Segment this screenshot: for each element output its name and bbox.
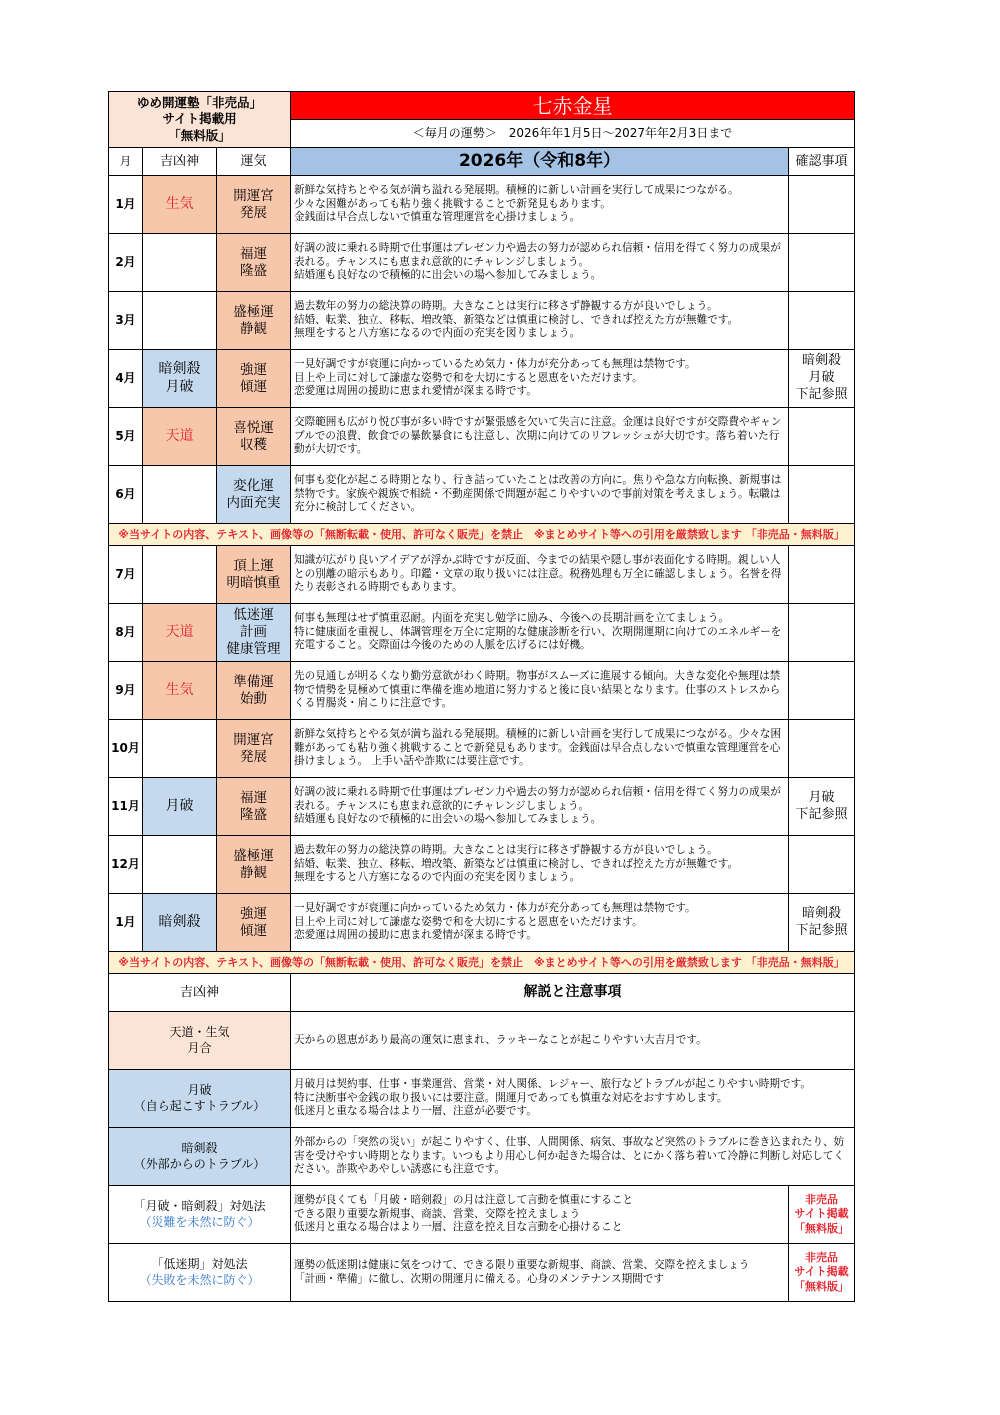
- month-cell: 10月: [109, 720, 143, 778]
- col-header-unki: 運気: [217, 148, 291, 176]
- col-header-confirm: 確認事項: [789, 148, 855, 176]
- month-cell: 2月: [109, 234, 143, 292]
- month-row: [109, 894, 855, 952]
- fortune-description: 過去数年の努力の総決算の時期。大きなことは実行に移さず静観する方が良いでしょう。 結婚、転業、独立、移転、増改築、新築などは慎重に検討し、できれば控えた方が無難です。 無理をすると八方塞になるので内面の充実を図りましょう。: [291, 836, 789, 894]
- fortune-description: 過去数年の努力の総決算の時期。大きなことは実行に移さず静観する方が良いでしょう。 結婚、転業、独立、移転、増改築、新築などは慎重に検討し、できれば控えた方が無難です。 無理をすると八方塞になるので内面の充実を図りましょう。: [291, 292, 789, 350]
- fortune-description: 好調の波に乗れる時期で仕事運はプレゼン力や過去の努力が認められ信頼・信用を得てく努力の成果が表れる。チャンスにも恵まれ意欲的にチャレンジしましょう。 結婚運も良好なので積極的に出会いの場へ参加してみましょう。: [291, 234, 789, 292]
- month-cell: 4月: [109, 350, 143, 408]
- confirm-cell: [789, 408, 855, 466]
- unki-cell: 強運 傾運: [217, 894, 291, 952]
- legend-row: [109, 1186, 855, 1244]
- month-cell: 1月: [109, 894, 143, 952]
- col-header-month: 月: [109, 148, 143, 176]
- legend-name: 天道・生気 月合: [169, 1024, 230, 1055]
- legend-row: [109, 1070, 855, 1128]
- unki-cell: 盛極運 静観: [217, 836, 291, 894]
- confirm-cell: 暗剣殺 下記参照: [789, 894, 855, 952]
- month-cell: 12月: [109, 836, 143, 894]
- unki-cell: 頂上運 明暗慎重: [217, 546, 291, 604]
- kichikyo-cell: 天道: [143, 604, 217, 662]
- month-row: [109, 408, 855, 466]
- month-cell: 6月: [109, 466, 143, 524]
- month-row: [109, 292, 855, 350]
- fortune-description: 新鮮な気持ちとやる気が満ち溢れる発展期。積極的に新しい計画を実行して成果につながる。 少々な困難があっても粘り強く挑戦することで新発見もあります。 金銭面は早合点しないで慎重な管理運営を心掛けましょう。: [291, 176, 789, 234]
- fortune-description: 知識が広がり良いアイデアが浮かぶ時ですが反面、今までの結果や隠し事が表面化する時期。親しい人との別離の暗示もあり。印鑑・文章の取り扱いには注意。税務処理も万全に確認しましょう。名誉を得たり表彰される時期でもあります。: [291, 546, 789, 604]
- legend-sub: （災難を未然に防ぐ）: [139, 1214, 260, 1229]
- legend-description: 天からの恩恵があり最高の運気に恵まれ、ラッキーなことが起こりやすい大吉月です。: [291, 1012, 855, 1070]
- month-cell: 8月: [109, 604, 143, 662]
- confirm-cell: [789, 604, 855, 662]
- unki-cell: 変化運 内面充実: [217, 466, 291, 524]
- page-title: 七赤金星: [291, 92, 855, 120]
- month-cell: 3月: [109, 292, 143, 350]
- unki-cell: 福運 隆盛: [217, 234, 291, 292]
- not-for-sale-badge: 非売品 サイト掲載 「無料版」: [789, 1244, 855, 1302]
- legend-name-cell: [109, 1186, 291, 1244]
- copyright-notice: ※当サイトの内容、テキスト、画像等の「無断転載・使用、許可なく販売」を禁止 ※まとめサイト等への引用を厳禁致します 「非売品・無料版」: [109, 524, 855, 546]
- copyright-notice: ※当サイトの内容、テキスト、画像等の「無断転載・使用、許可なく販売」を禁止 ※まとめサイト等への引用を厳禁致します 「非売品・無料版」: [109, 952, 855, 974]
- kichikyo-cell: 月破: [143, 778, 217, 836]
- month-cell: 7月: [109, 546, 143, 604]
- legend-sub: （自ら起こすトラブル）: [133, 1098, 266, 1113]
- fortune-description: 交際範囲も広がり悦び事が多い時ですが緊張感を欠いて失言に注意。金運は良好ですが交際費やギャンブルでの浪費、飲食での暴飲暴食にも注意し、次期に向けてのリフレッシュが大切です。落ち着いた行動が大切です。: [291, 408, 789, 466]
- legend-name-cell: [109, 1128, 291, 1186]
- confirm-cell: 暗剣殺 月破 下記参照: [789, 350, 855, 408]
- month-row: [109, 662, 855, 720]
- month-row: [109, 350, 855, 408]
- legend-header-desc: 解説と注意事項: [291, 974, 855, 1012]
- month-cell: 5月: [109, 408, 143, 466]
- fortune-sheet: [108, 91, 854, 1302]
- kichikyo-cell: [143, 836, 217, 894]
- fortune-description: 何事も変化が起こる時期となり、行き詰っていたことは改善の方向に。焦りや急な方向転換、新規事は禁物です。家族や親族で相続・不動産関係で問題が起こりやすいので事前対策を考えましょう。転職は充分に検討してください。: [291, 466, 789, 524]
- unki-cell: 福運 隆盛: [217, 778, 291, 836]
- kichikyo-cell: 天道: [143, 408, 217, 466]
- kichikyo-cell: [143, 720, 217, 778]
- legend-name-cell: [109, 1070, 291, 1128]
- legend-name-cell: [109, 1012, 291, 1070]
- month-row: [109, 234, 855, 292]
- fortune-description: 一見好調ですが衰運に向かっているため気力・体力が充分あっても無理は禁物です。 目上や上司に対して謙虚な姿勢で和を大切にすると恩恵をいただけます。 恋愛運は周囲の援助に恵まれ愛情が深まる時です。: [291, 894, 789, 952]
- legend-name: 「月破・暗剣殺」対処法: [133, 1198, 266, 1213]
- month-row: [109, 604, 855, 662]
- month-cell: 9月: [109, 662, 143, 720]
- month-row: [109, 778, 855, 836]
- unki-cell: 喜悦運 収穫: [217, 408, 291, 466]
- legend-description: 運勢が良くても「月破・暗剣殺」の月は注意して言動を慎重にすること できる限り重要な新規事、商談、営業、交際を控えましょう 低迷月と重なる場合はより一層、注意を控え目な言動を心掛けること: [291, 1186, 789, 1244]
- month-cell: 11月: [109, 778, 143, 836]
- confirm-cell: [789, 234, 855, 292]
- kichikyo-cell: 暗剣殺: [143, 894, 217, 952]
- fortune-description: 好調の波に乗れる時期で仕事運はプレゼン力や過去の努力が認められ信頼・信用を得てく努力の成果が表れる。チャンスにも恵まれ意欲的にチャレンジしましょう。 結婚運も良好なので積極的に出会いの場へ参加してみましょう。: [291, 778, 789, 836]
- confirm-cell: [789, 466, 855, 524]
- confirm-cell: [789, 546, 855, 604]
- fortune-table: [108, 91, 855, 1302]
- confirm-cell: [789, 292, 855, 350]
- unki-cell: 盛極運 静観: [217, 292, 291, 350]
- confirm-cell: [789, 836, 855, 894]
- confirm-cell: [789, 662, 855, 720]
- unki-cell: 開運宮 発展: [217, 720, 291, 778]
- kichikyo-cell: [143, 234, 217, 292]
- fortune-description: 新鮮な気持ちとやる気が満ち溢れる発展期。積極的に新しい計画を実行して成果につながる。少々な困難があっても粘り強く挑戦することで新発見もあります。金銭面は早合点しないで慎重な管理運営を心掛けましょう。 上手い話や詐欺には要注意です。: [291, 720, 789, 778]
- confirm-cell: [789, 720, 855, 778]
- site-label: ゆめ開運塾「非売品」 サイト掲載用 「無料版」: [109, 92, 291, 148]
- month-row: [109, 836, 855, 894]
- fortune-description: 何事も無理はせず慎重忍耐。内面を充実し勉学に励み、今後への長期計画を立てましょう。 特に健康面を重視し、体調管理を万全に定期的な健康診断を行い、次期開運期に向けてのエネルギーを充電すること。交際面は今後のための人脈を広げるには好機。: [291, 604, 789, 662]
- kichikyo-cell: 暗剣殺 月破: [143, 350, 217, 408]
- legend-sub: （外部からのトラブル）: [133, 1156, 266, 1171]
- legend-row: [109, 1128, 855, 1186]
- legend-row: [109, 1244, 855, 1302]
- confirm-cell: 月破 下記参照: [789, 778, 855, 836]
- confirm-cell: [789, 176, 855, 234]
- month-cell: 1月: [109, 176, 143, 234]
- legend-name: 「低迷期」対処法: [151, 1256, 248, 1271]
- legend-sub: （失敗を未然に防ぐ）: [139, 1272, 260, 1287]
- unki-cell: 強運 傾運: [217, 350, 291, 408]
- col-header-kichikyo: 吉凶神: [143, 148, 217, 176]
- kichikyo-cell: 生気: [143, 662, 217, 720]
- kichikyo-cell: [143, 292, 217, 350]
- month-row: [109, 546, 855, 604]
- month-row: [109, 176, 855, 234]
- legend-name: 月破: [187, 1082, 212, 1097]
- kichikyo-cell: [143, 546, 217, 604]
- legend-name-cell: [109, 1244, 291, 1302]
- unki-cell: 低迷運 計画 健康管理: [217, 604, 291, 662]
- legend-row: [109, 1012, 855, 1070]
- kichikyo-cell: 生気: [143, 176, 217, 234]
- legend-description: 月破月は契約事、仕事・事業運営、営業・対人関係、レジャー、旅行などトラブルが起こりやすい時期です。 特に決断事や金銭の取り扱いには要注意。開運月であっても慎重な対応をおすすめします。 低迷月と重なる場合はより一層、注意が必要です。: [291, 1070, 855, 1128]
- not-for-sale-badge: 非売品 サイト掲載 「無料版」: [789, 1186, 855, 1244]
- fortune-description: 一見好調ですが衰運に向かっているため気力・体力が充分あっても無理は禁物です。 目上や上司に対して謙虚な姿勢で和を大切にすると恩恵をいただけます。 恋愛運は周囲の援助に恵まれ愛情が深まる時です。: [291, 350, 789, 408]
- period-subtitle: ＜毎月の運勢＞ 2026年年1月5日～2027年年2月3日まで: [291, 120, 855, 148]
- legend-name: 暗剣殺: [181, 1140, 218, 1155]
- kichikyo-cell: [143, 466, 217, 524]
- month-row: [109, 720, 855, 778]
- legend-header-kichikyo: 吉凶神: [109, 974, 291, 1012]
- unki-cell: 準備運 始動: [217, 662, 291, 720]
- legend-description: 運勢の低迷期は健康に気をつけて、できる限り重要な新規事、商談、営業、交際を控えましょう 「計画・準備」に徹し、次期の開運月に備える。心身のメンテナンス期間です: [291, 1244, 789, 1302]
- col-header-year: 2026年（令和8年）: [291, 148, 789, 176]
- unki-cell: 開運宮 発展: [217, 176, 291, 234]
- month-row: [109, 466, 855, 524]
- fortune-description: 先の見通しが明るくなり勤労意欲がわく時期。物事がスムーズに進展する傾向。大きな変化や無理は禁物で情勢を見極めて慎重に準備を進め地道に努力すると後に良い結果となります。仕事のストレスからくる胃腸炎・肩こりに注意です。: [291, 662, 789, 720]
- legend-description: 外部からの「突然の災い」が起こりやすく、仕事、人間関係、病気、事故など突然のトラブルに巻き込まれたり、妨害を受けやすい時期となります。いつもより用心し何か起きた場合は、とにかく落ち着いて冷静に判断し対応してください。詐欺やあやしい誘惑にも注意です。: [291, 1128, 855, 1186]
